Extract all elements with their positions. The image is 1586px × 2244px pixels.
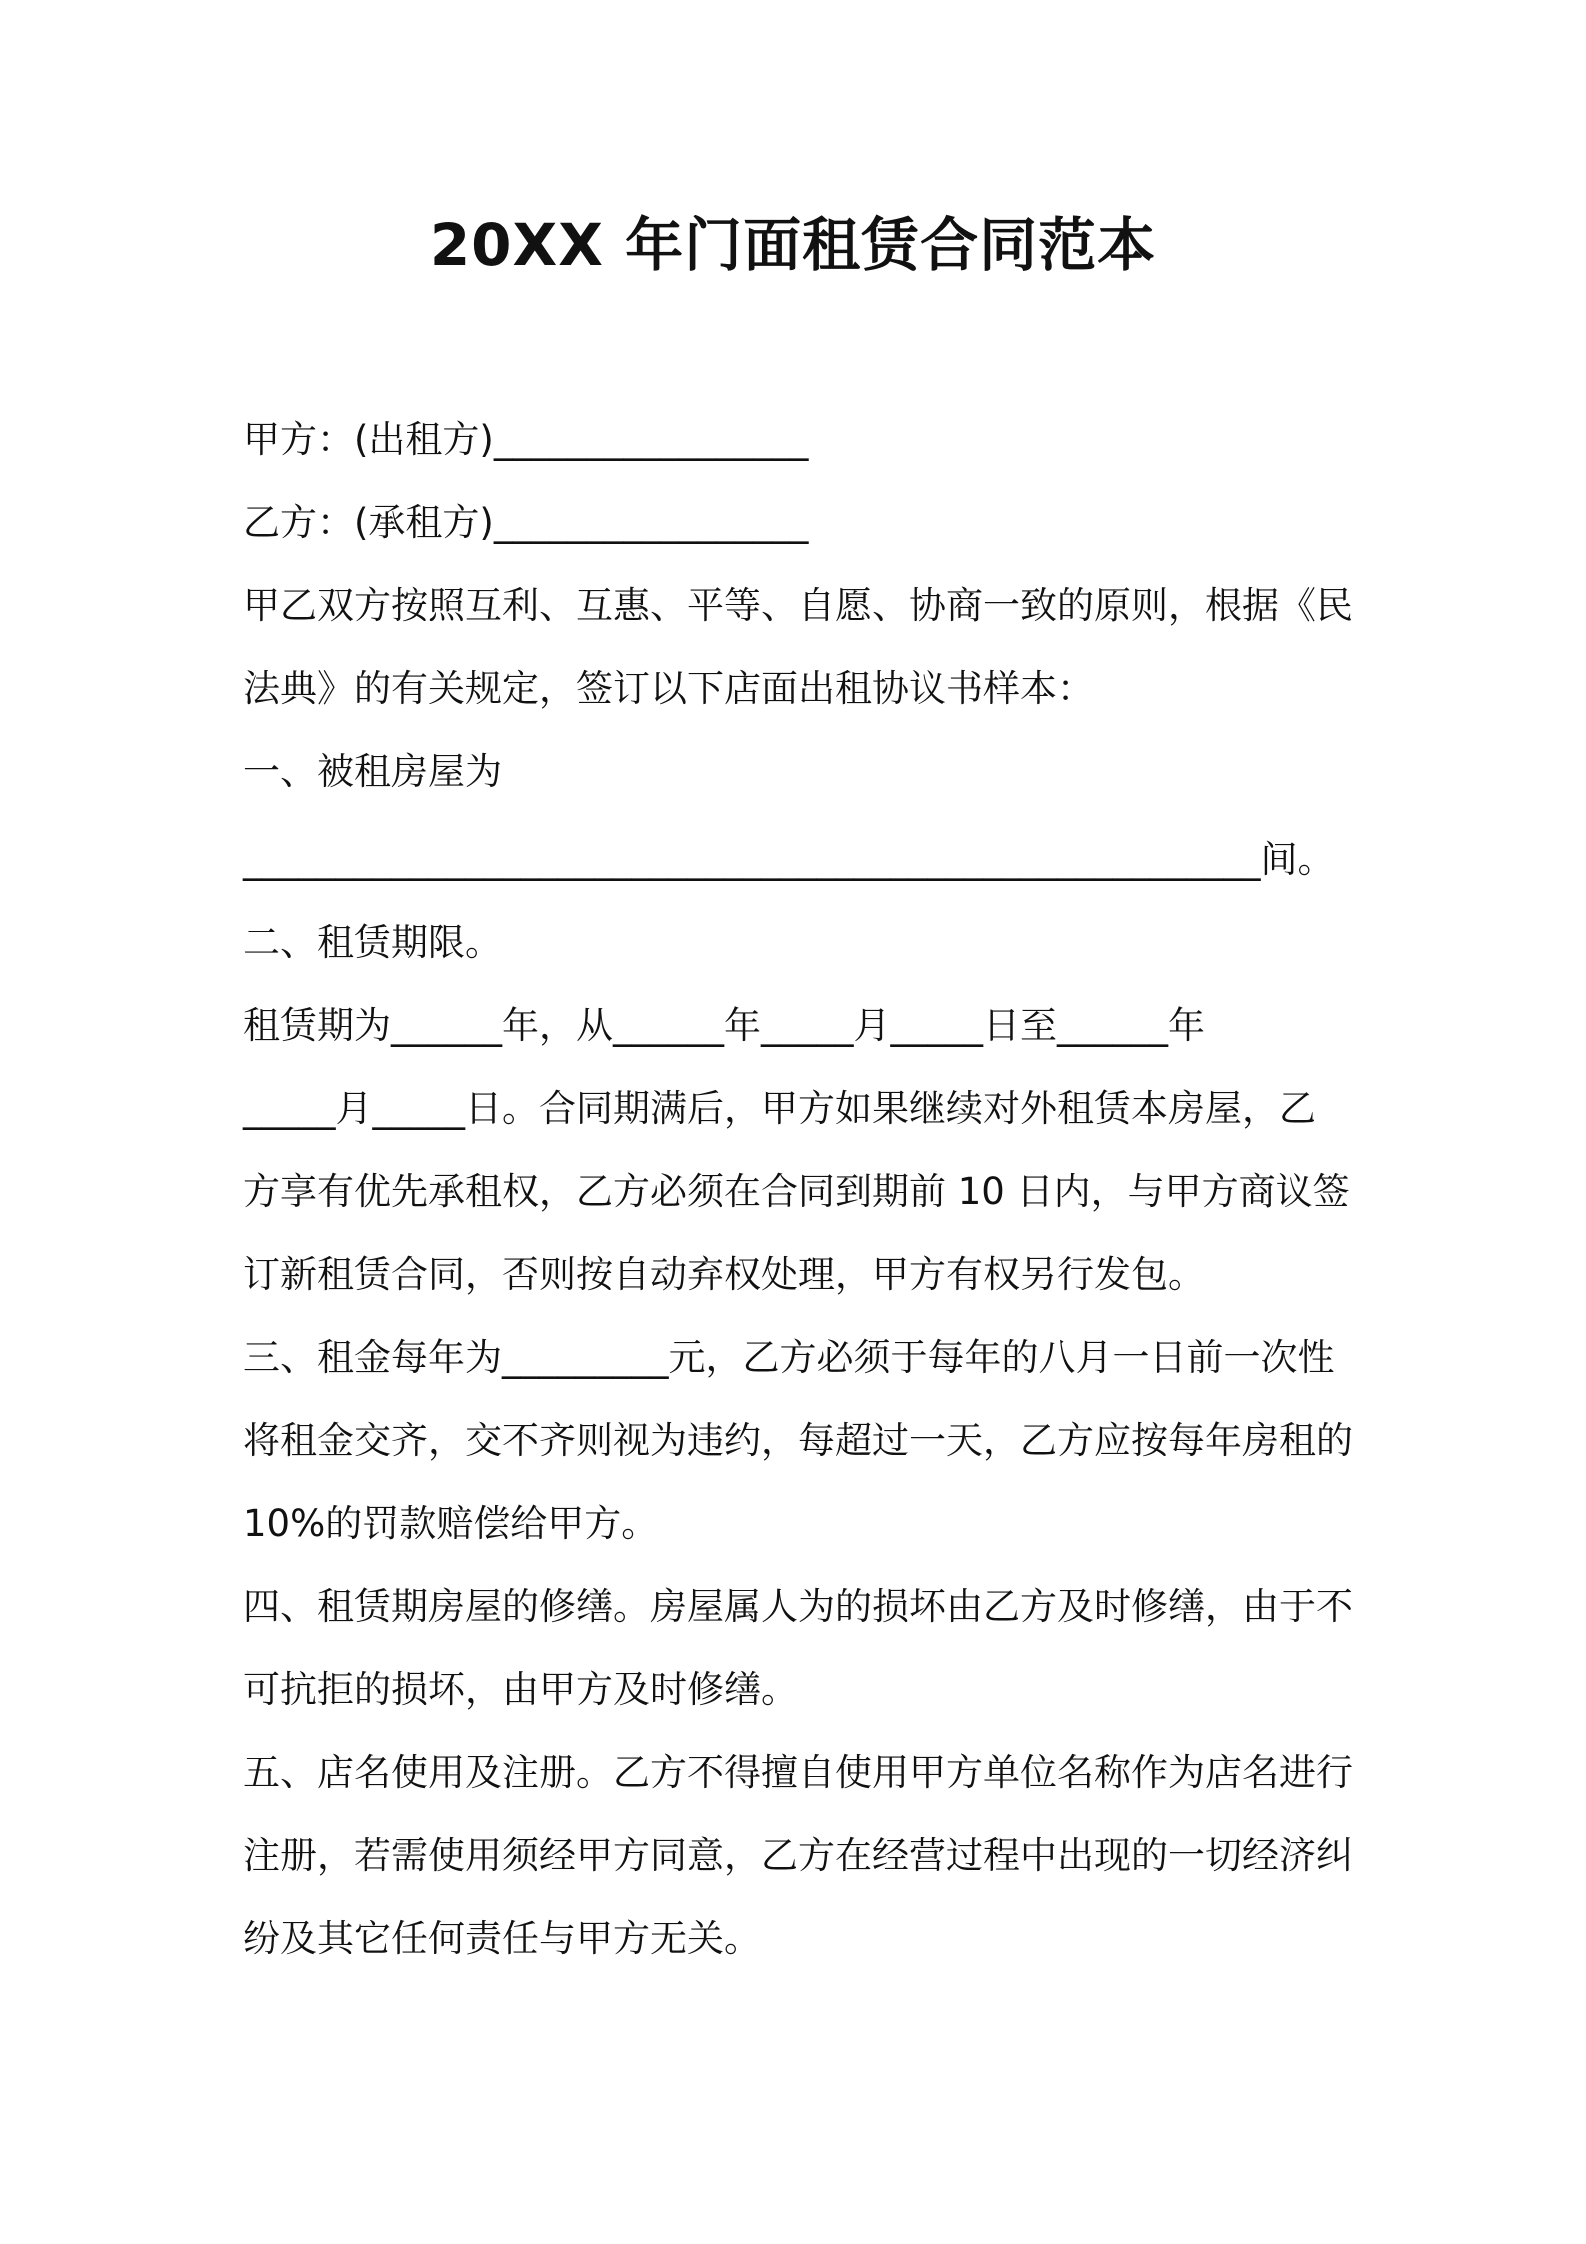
- clause-5-line-1: 五、店名使用及注册。乙方不得擅自使用甲方单位名称作为店名进行: [243, 1751, 1353, 1794]
- clause-2-line-4: 订新租赁合同，否则按自动弃权处理，甲方有权另行发包。: [243, 1253, 1205, 1296]
- clause-2-line-3: 方享有优先承租权，乙方必须在合同到期前 10 日内，与甲方商议签: [243, 1170, 1350, 1213]
- party-a-line: 甲方：(出租方)_________________: [243, 418, 809, 461]
- clause-1-heading: 一、被租房屋为: [243, 750, 502, 793]
- clause-2-heading: 二、租赁期限。: [243, 921, 502, 964]
- clause-4-line-1: 四、租赁期房屋的修缮。房屋属人为的损坏由乙方及时修缮，由于不: [243, 1585, 1353, 1628]
- document-title: 20XX 年门面租赁合同范本: [429, 211, 1157, 279]
- clause-2-line-2: _____月_____日。合同期满后，甲方如果继续对外租赁本房屋，乙: [243, 1087, 1316, 1130]
- clause-2-line-1: 租赁期为______年，从______年_____月_____日至______年: [243, 1004, 1205, 1047]
- clause-5-line-3: 纷及其它任何责任与甲方无关。: [243, 1917, 761, 1960]
- clause-4-line-2: 可抗拒的损坏，由甲方及时修缮。: [243, 1668, 798, 1711]
- clause-3-line-3: 10%的罚款赔偿给甲方。: [243, 1502, 659, 1545]
- preamble-line-2: 法典》的有关规定，签订以下店面出租协议书样本：: [243, 667, 1094, 710]
- clause-5-line-2: 注册，若需使用须经甲方同意，乙方在经营过程中出现的一切经济纠: [243, 1834, 1353, 1877]
- party-b-line: 乙方：(承租方)_________________: [243, 501, 809, 544]
- clause-3-line-2: 将租金交齐，交不齐则视为违约，每超过一天，乙方应按每年房租的: [243, 1419, 1353, 1462]
- preamble-line-1: 甲乙双方按照互利、互惠、平等、自愿、协商一致的原则，根据《民: [243, 584, 1353, 627]
- clause-1-blank-line: _______________________________________________________间。: [243, 838, 1335, 881]
- clause-3-line-1: 三、租金每年为_________元，乙方必须于每年的八月一日前一次性: [243, 1336, 1335, 1379]
